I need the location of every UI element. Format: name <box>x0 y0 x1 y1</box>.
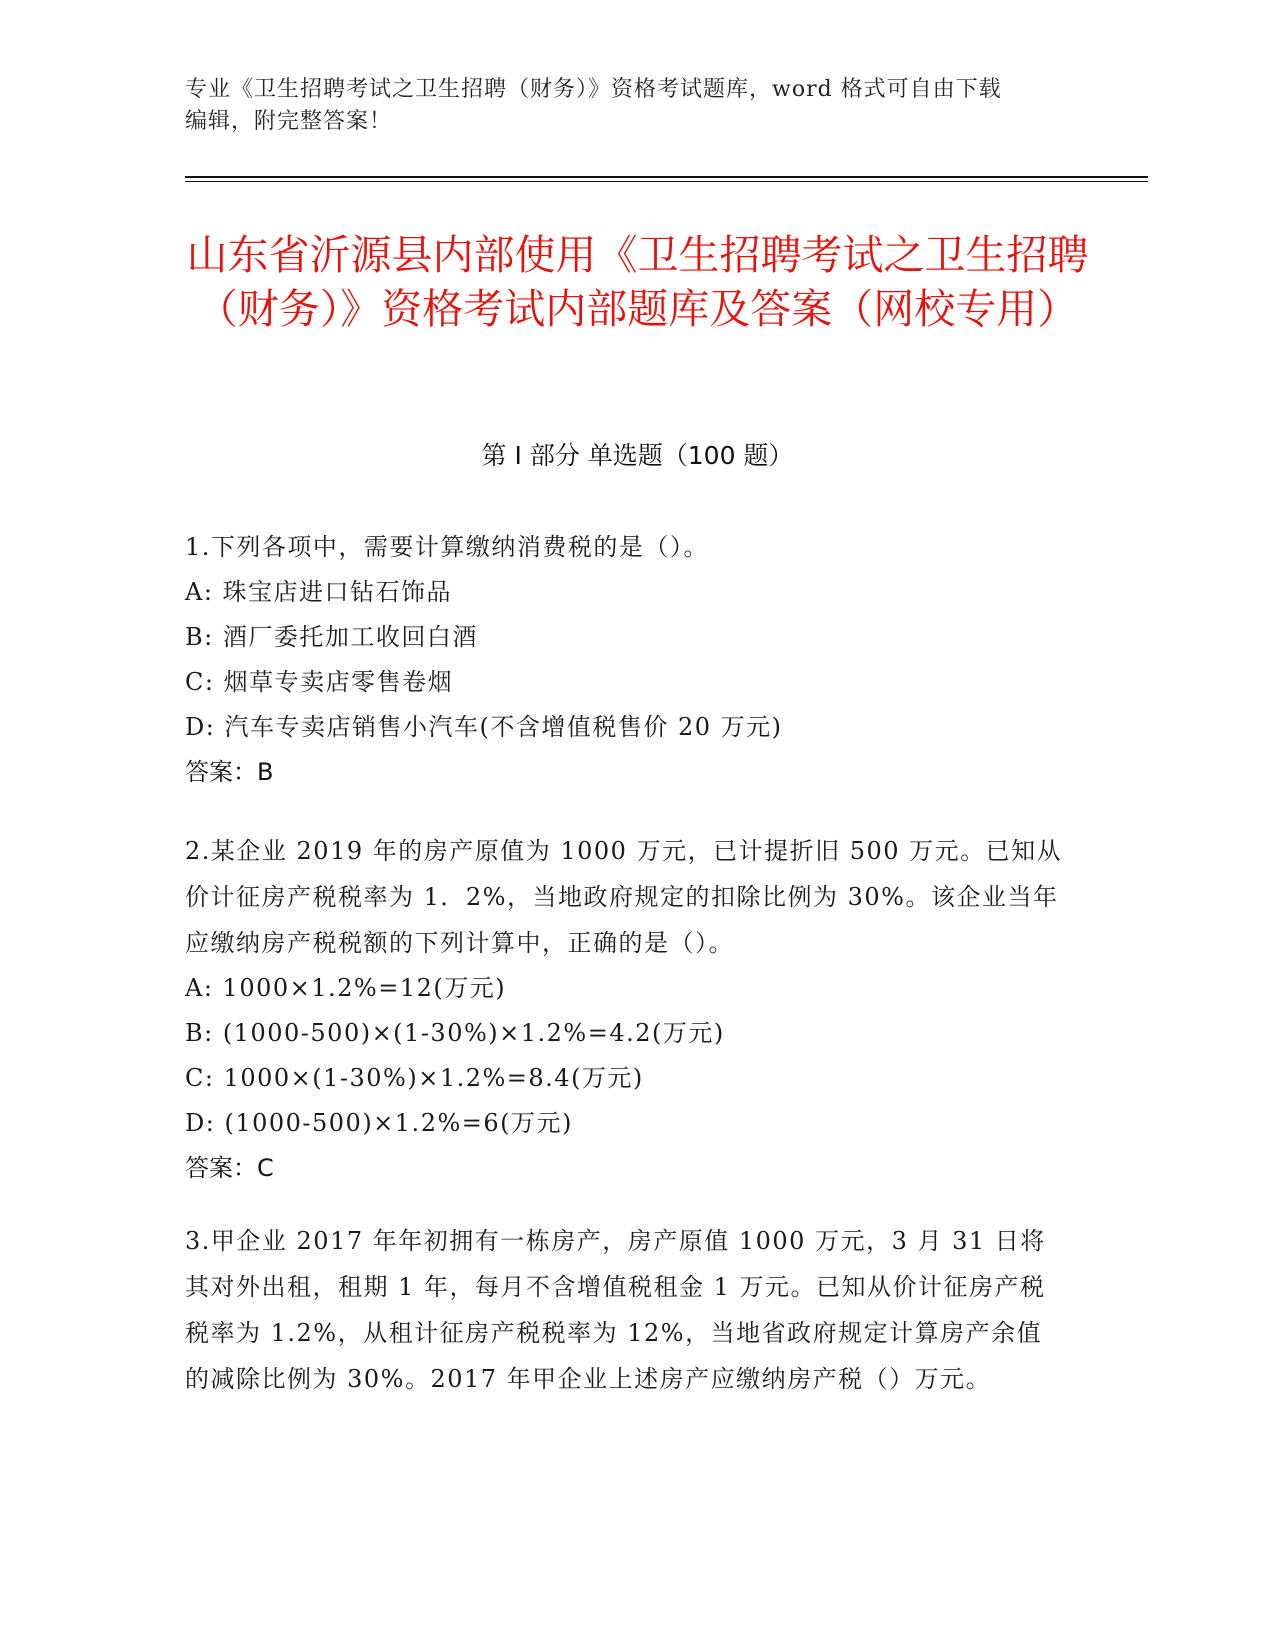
answer: 答案：C <box>185 1154 274 1182</box>
option-c: C: 1000×(1-30%)×1.2%=8.4(万元) <box>185 1064 644 1092</box>
header-note <box>185 74 1075 138</box>
document-title: 山东省沂源县内部使用《卫生招聘考试之卫生招聘（财务）》资格考试内部题库及答案（网校专用） <box>186 231 1089 333</box>
answer: 答案：B <box>185 758 274 786</box>
question-stem: 1.下列各项中，需要计算缴纳消费税的是（）。 <box>185 533 709 561</box>
question-3 <box>185 1218 1065 1402</box>
section-heading: 第 I 部分 单选题（100 题） <box>481 441 794 470</box>
header-note-line-1: 专业《卫生招聘考试之卫生招聘（财务）》资格考试题库，word 格式可自由下载 <box>185 77 1002 102</box>
header-note-line-2: 编辑，附完整答案！ <box>185 109 393 134</box>
option-a: A: 珠宝店进口钻石饰品 <box>185 578 453 606</box>
header-rule-thick <box>185 176 1148 178</box>
header-rule-thin <box>185 181 1148 182</box>
option-c: C: 烟草专卖店零售卷烟 <box>185 668 454 696</box>
option-a: A: 1000×1.2%=12(万元) <box>185 974 507 1002</box>
question-2 <box>185 828 1065 1190</box>
question-stem: 2.某企业 2019 年的房产原值为 1000 万元，已计提折旧 500 万元。已知从价计征房产税税率为 1．2%，当地政府规定的扣除比例为 30%。该企业当年应缴纳房产税税额的下列计算中，正确的是（）。 <box>185 837 1063 957</box>
option-b: B: (1000-500)×(1-30%)×1.2%=4.2(万元) <box>185 1019 725 1047</box>
option-b: B: 酒厂委托加工收回白酒 <box>185 623 478 651</box>
question-stem: 3.甲企业 2017 年年初拥有一栋房产，房产原值 1000 万元，3 月 31 日将其对外出租，租期 1 年，每月不含增值税租金 1 万元。已知从价计征房产税税率为 1.2%，从租计征房产税税率为 12%，当地省政府规定计算房产余值的减除比例为 30%。2017 年甲企业上述房产应缴纳房产税（）万元。 <box>185 1227 1046 1393</box>
option-d: D: (1000-500)×1.2%=6(万元) <box>185 1109 573 1137</box>
question-1 <box>185 524 1065 794</box>
option-d: D: 汽车专卖店销售小汽车(不含增值税售价 20 万元) <box>185 713 783 741</box>
